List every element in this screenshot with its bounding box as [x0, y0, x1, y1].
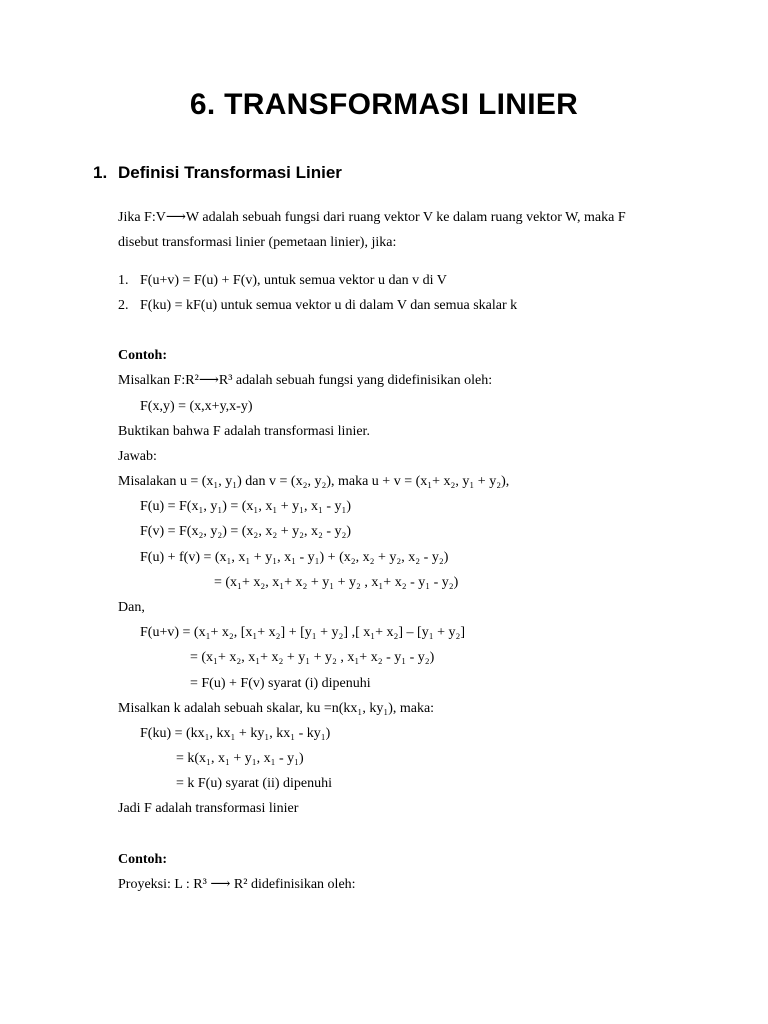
- section-heading: [93, 163, 342, 183]
- section-label: Definisi Transformasi Linier: [118, 163, 342, 182]
- example-line: = F(u) + F(v) syarat (i) dipenuhi: [190, 676, 371, 691]
- example-line: = (x₁+ x₂, x₁+ x₂ + y₁ + y₂ , x₁+ x₂ - y₁ - y₂): [214, 575, 459, 590]
- condition-number: 1.: [118, 273, 129, 288]
- example-line: Misalakan u = (x₁, y₁) dan v = (x₂, y₂), maka u + v = (x₁+ x₂, y₁ + y₂),: [118, 474, 510, 489]
- example-line: F(x,y) = (x,x+y,x-y): [140, 399, 253, 414]
- example-line: F(u) = F(x₁, y₁) = (x₁, x₁ + y₁, x₁ - y₁): [140, 499, 352, 514]
- example-line: Jadi F adalah transformasi linier: [118, 801, 299, 816]
- page-title: 6. TRANSFORMASI LINIER: [189, 88, 579, 121]
- definition-line-2: disebut transformasi linier (pemetaan linier), jika:: [118, 235, 397, 250]
- example-heading: Contoh:: [118, 852, 168, 867]
- condition-item: [118, 272, 447, 290]
- example-line: Dan,: [118, 600, 145, 615]
- condition-text: F(u+v) = F(u) + F(v), untuk semua vektor u dan v di V: [140, 273, 447, 288]
- example-line: = k F(u) syarat (ii) dipenuhi: [176, 776, 333, 791]
- example-line: Buktikan bahwa F adalah transformasi linier.: [118, 424, 370, 439]
- example-line: Misalkan k adalah sebuah skalar, ku =n(kx₁, ky₁), maka:: [118, 701, 435, 716]
- condition-number: 2.: [118, 298, 129, 313]
- example-heading: Contoh:: [118, 348, 168, 363]
- example-line: = (x₁+ x₂, x₁+ x₂ + y₁ + y₂ , x₁+ x₂ - y₁ - y₂): [190, 650, 435, 665]
- condition-item: [118, 297, 517, 315]
- example-line: Misalkan F:R²⟶R³ adalah sebuah fungsi yang didefinisikan oleh:: [118, 373, 493, 388]
- example-line: Proyeksi: L : R³ ⟶ R² didefinisikan oleh:: [118, 877, 356, 892]
- example-line: F(u+v) = (x₁+ x₂, [x₁+ x₂] + [y₁ + y₂] ,[ x₁+ x₂] – [y₁ + y₂]: [140, 625, 466, 640]
- example-line: F(v) = F(x₂, y₂) = (x₂, x₂ + y₂, x₂ - y₂): [140, 524, 352, 539]
- example-line: F(u) + f(v) = (x₁, x₁ + y₁, x₁ - y₁) + (x₂, x₂ + y₂, x₂ - y₂): [140, 550, 449, 565]
- example-line: F(ku) = (kx₁, kx₁ + ky₁, kx₁ - ky₁): [140, 726, 331, 741]
- definition-line-1: Jika F:V⟶W adalah sebuah fungsi dari ruang vektor V ke dalam ruang vektor W, maka F: [118, 210, 626, 225]
- condition-text: F(ku) = kF(u) untuk semua vektor u di dalam V dan semua skalar k: [140, 298, 518, 313]
- example-line: = k(x₁, x₁ + y₁, x₁ - y₁): [176, 751, 304, 766]
- section-number: 1.: [93, 163, 108, 182]
- example-line: Jawab:: [118, 449, 157, 464]
